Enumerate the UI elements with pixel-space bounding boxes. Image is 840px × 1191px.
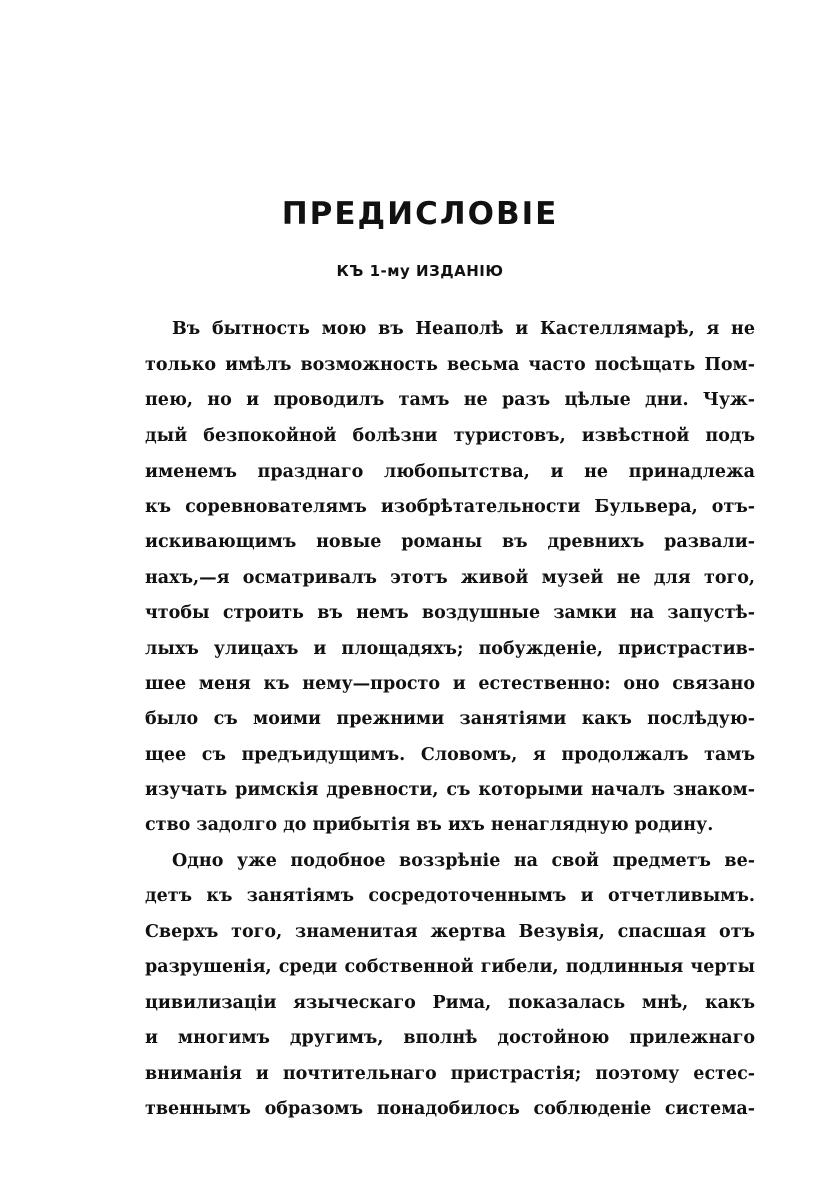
page-title: ПРЕДИСЛОВІЕ [281,196,559,232]
text-line: изучать римскія древности, съ которыми началъ знаком- [145,780,755,800]
text-line: Одно уже подобное воззрѣніе на свой предметъ ве- [172,851,755,871]
text-line: Сверхъ того, знаменитая жертва Везувія, спасшая отъ [145,922,755,942]
text-line: къ соревнователямъ изобрѣтательности Бульвера, отъ- [145,497,755,517]
text-line: ство задолго до прибытія въ ихъ ненаглядную родину. [145,815,714,835]
text-line: было съ моими прежними занятіями какъ послѣдую- [145,709,755,729]
text-line: твеннымъ образомъ понадобилось соблюденіе система- [145,1099,755,1119]
text-line: только имѣлъ возможность весьма часто посѣщать Пом- [145,355,755,375]
text-line: Въ бытность мою въ Неаполѣ и Кастеллямарѣ, я не [172,319,755,339]
text-line: и многимъ другимъ, вполнѣ достойною прилежнаго [145,1028,755,1048]
text-line: разрушенія, среди собственной гибели, подлинныя черты [145,957,755,977]
text-line: детъ къ занятіямъ сосредоточеннымъ и отчетливымъ. [145,886,755,906]
text-line: дый безпокойной болѣзни туристовъ, извѣстной подъ [145,426,755,446]
text-line: цивилизаціи языческаго Рима, показалась мнѣ, какъ [145,993,755,1013]
page-subtitle: КЪ 1-му ИЗДАНІЮ [336,262,504,280]
text-line: лыхъ улицахъ и площадяхъ; побужденіе, пристрастив- [145,639,755,659]
text-line: шее меня къ нему—просто и естественно: оно связано [145,674,755,694]
text-line: вниманія и почтительнаго пристрастія; поэтому естес- [145,1064,755,1084]
text-line: именемъ празднаго любопытства, и не принадлежа [145,462,755,482]
text-line: искивающимъ новые романы въ древнихъ развали- [145,532,755,552]
text-line: пею, но и проводилъ тамъ не разъ цѣлые дни. Чуж- [145,390,755,410]
text-line: чтобы строить въ немъ воздушные замки на запустѣ- [145,603,755,623]
text-line: нахъ,—я осматривалъ этотъ живой музей не для того, [145,568,755,588]
text-line: щее съ предъидущимъ. Словомъ, я продолжалъ тамъ [145,745,755,765]
